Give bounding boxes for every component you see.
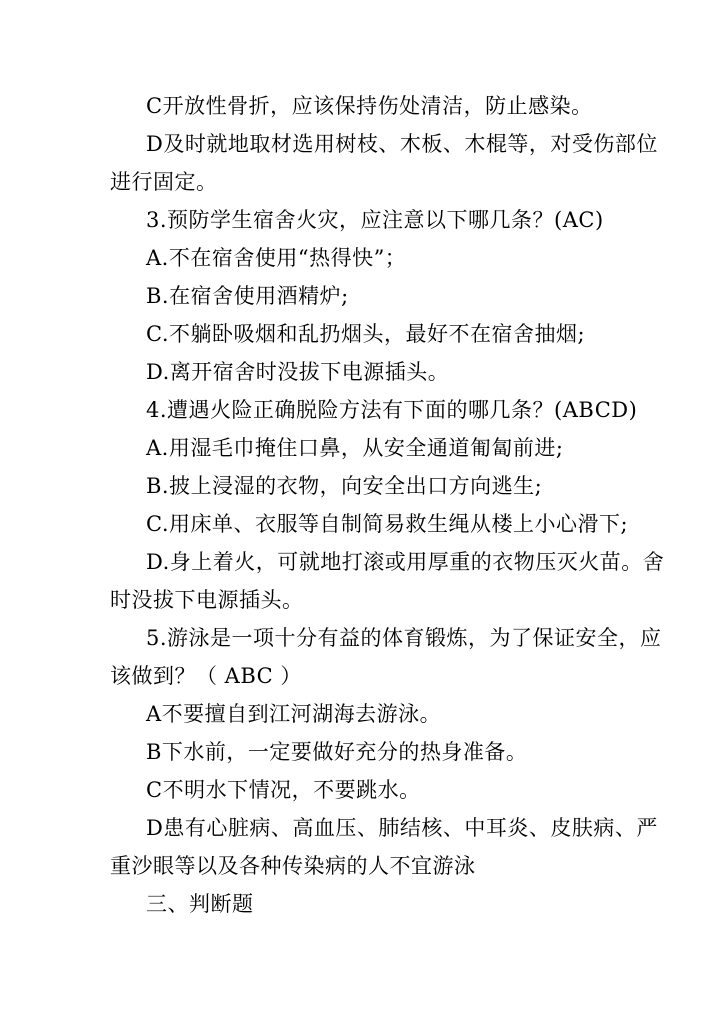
- text-line: 该做到？（ ABC ）: [110, 664, 302, 688]
- option-d: D.身上着火，可就地打滚或用厚重的衣物压灭火苗。舍: [146, 550, 665, 574]
- option-d: D.离开宿舍时没拔下电源插头。: [146, 360, 450, 384]
- text-line: C开放性骨折，应该保持伤处清洁，防止感染。: [146, 94, 593, 118]
- option-a: A不要擅自到江河湖海去游泳。: [146, 702, 442, 726]
- option-d: D患有心脏病、高血压、肺结核、中耳炎、皮肤病、严: [146, 816, 658, 840]
- text-line: D及时就地取材选用树枝、木板、木棍等，对受伤部位: [146, 132, 658, 156]
- option-b: B.在宿舍使用酒精炉;: [146, 284, 349, 308]
- option-a: A.用湿毛巾掩住口鼻，从安全通道匍匐前进;: [146, 436, 564, 460]
- option-c: C.不躺卧吸烟和乱扔烟头，最好不在宿舍抽烟;: [146, 322, 586, 346]
- question-5: 5.游泳是一项十分有益的体育锻炼，为了保证安全，应: [146, 626, 662, 650]
- option-a: A.不在宿舍使用“热得快”；: [146, 246, 407, 270]
- option-c: C不明水下情况，不要跳水。: [146, 778, 421, 802]
- question-4: 4.遭遇火险正确脱险方法有下面的哪几条？(ABCD): [146, 398, 638, 422]
- option-b: B.披上浸湿的衣物，向安全出口方向逃生;: [146, 474, 543, 498]
- text-line: 进行固定。: [110, 170, 218, 194]
- question-3: 3.预防学生宿舍火灾，应注意以下哪几条？(AC): [146, 208, 604, 232]
- option-b: B下水前，一定要做好充分的热身准备。: [146, 740, 528, 764]
- section-heading: 三、判断题: [146, 892, 254, 916]
- text-line: 重沙眼等以及各种传染病的人不宜游泳: [110, 854, 476, 878]
- option-c: C.用床单、衣服等自制简易救生绳从楼上小心滑下;: [146, 512, 629, 536]
- text-line: 时没拔下电源插头。: [110, 588, 304, 612]
